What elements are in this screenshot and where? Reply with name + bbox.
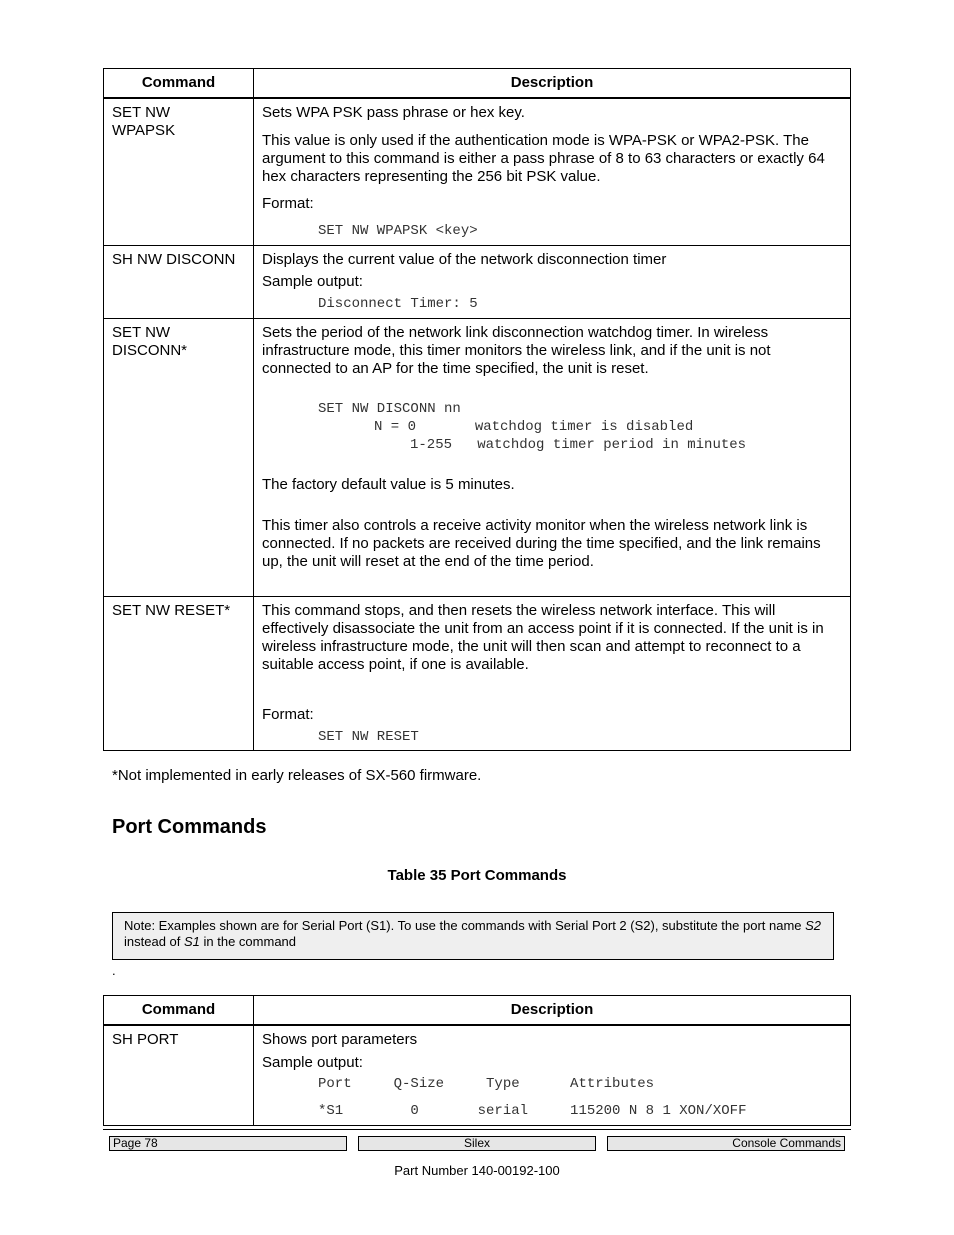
note-emphasis: S2	[805, 918, 822, 933]
separator-dot: .	[112, 963, 116, 978]
command-table-network	[103, 68, 851, 751]
footer-page: Page 78	[109, 1136, 347, 1151]
column-header-description: Description	[254, 69, 851, 99]
command-name: SET NW WPAPSK	[112, 104, 176, 139]
note-box	[112, 912, 834, 960]
column-header-description: Description	[254, 996, 851, 1026]
command-cell	[104, 1025, 254, 1125]
description-text: Sets WPA PSK pass phrase or hex key.	[262, 104, 525, 121]
code-example: SET NW WPAPSK <key>	[318, 223, 478, 239]
command-name: SH NW DISCONN	[112, 250, 236, 268]
table-row	[104, 98, 851, 245]
format-label: Format:	[262, 705, 314, 723]
command-cell	[104, 318, 254, 596]
description-text: This timer also controls a receive activity monitor when the wireless network link is connected. If no packets are received during the time specified, and the link remains up, the unit will reset at the end of the time period.	[262, 516, 821, 570]
table-row	[104, 318, 851, 596]
command-cell	[104, 596, 254, 750]
sample-output-label: Sample output:	[262, 272, 363, 290]
description-cell	[254, 245, 851, 318]
command-name: SET NW RESET*	[112, 601, 231, 619]
command-name: SH PORT	[112, 1031, 179, 1048]
code-example: N = 0 watchdog timer is disabled	[374, 418, 694, 435]
description-text: The factory default value is 5 minutes.	[262, 475, 515, 493]
format-label: Format:	[262, 195, 314, 212]
footnote: *Not implemented in early releases of SX-560 firmware.	[112, 767, 482, 784]
note-text: instead of	[124, 934, 184, 949]
description-text: Shows port parameters	[262, 1031, 418, 1048]
description-text: This command stops, and then resets the wireless network interface. This will effectively disassociate the unit from an access point if it is connected. If the unit is in wireless infrastructure mode, the unit will then scan and attempt to reconnect to a suitable access point, if one is available.	[262, 601, 824, 673]
sample-output-label: Sample output:	[262, 1054, 363, 1071]
section-heading: Port Commands	[112, 816, 267, 838]
description-cell	[254, 596, 851, 750]
note-emphasis: S1	[184, 934, 200, 949]
footer-section: Console Commands	[607, 1136, 845, 1151]
description-cell	[254, 1025, 851, 1125]
code-example: Disconnect Timer: 5	[318, 295, 478, 312]
command-cell	[104, 98, 254, 245]
table-row	[104, 1025, 851, 1125]
code-example: SET NW DISCONN nn	[318, 400, 461, 417]
command-name: SET NW DISCONN*	[112, 323, 188, 359]
column-header-command: Command	[104, 996, 254, 1026]
description-cell	[254, 318, 851, 596]
description-text: This value is only used if the authentication mode is WPA-PSK or WPA2-PSK. The argument to this command is either a pass phrase of 8 to 63 characters or exactly 64 hex characters representing the 256 bit PSK value.	[262, 132, 825, 185]
code-example: *S1 0 serial 115200 N 8 1 XON/XOFF	[318, 1103, 747, 1119]
command-table-port	[103, 995, 851, 1126]
code-example: 1-255 watchdog timer period in minutes	[410, 436, 747, 453]
description-text: Displays the current value of the network disconnection timer	[262, 250, 667, 268]
footer-divider	[103, 1129, 851, 1130]
part-number: Part Number 140-00192-100	[394, 1163, 560, 1178]
note-text: Note: Examples shown are for Serial Port (S1). To use the commands with Serial Port 2 (S2), substitute the port name	[124, 918, 806, 933]
command-cell	[104, 245, 254, 318]
footer-company: Silex	[358, 1136, 596, 1151]
description-cell	[254, 98, 851, 245]
code-example: Port Q-Size Type Attributes	[318, 1076, 655, 1092]
code-example: SET NW RESET	[318, 728, 419, 745]
table-row	[104, 245, 851, 318]
table-caption: Table 35 Port Commands	[387, 867, 567, 884]
note-text: in the command	[199, 934, 297, 949]
table-row	[104, 596, 851, 750]
column-header-command: Command	[104, 69, 254, 99]
description-text: Sets the period of the network link disconnection watchdog timer. In wireless infrastructure mode, this timer monitors the wireless link, and if the unit is not connected to an AP for the time specified, the unit is reset.	[262, 323, 771, 377]
